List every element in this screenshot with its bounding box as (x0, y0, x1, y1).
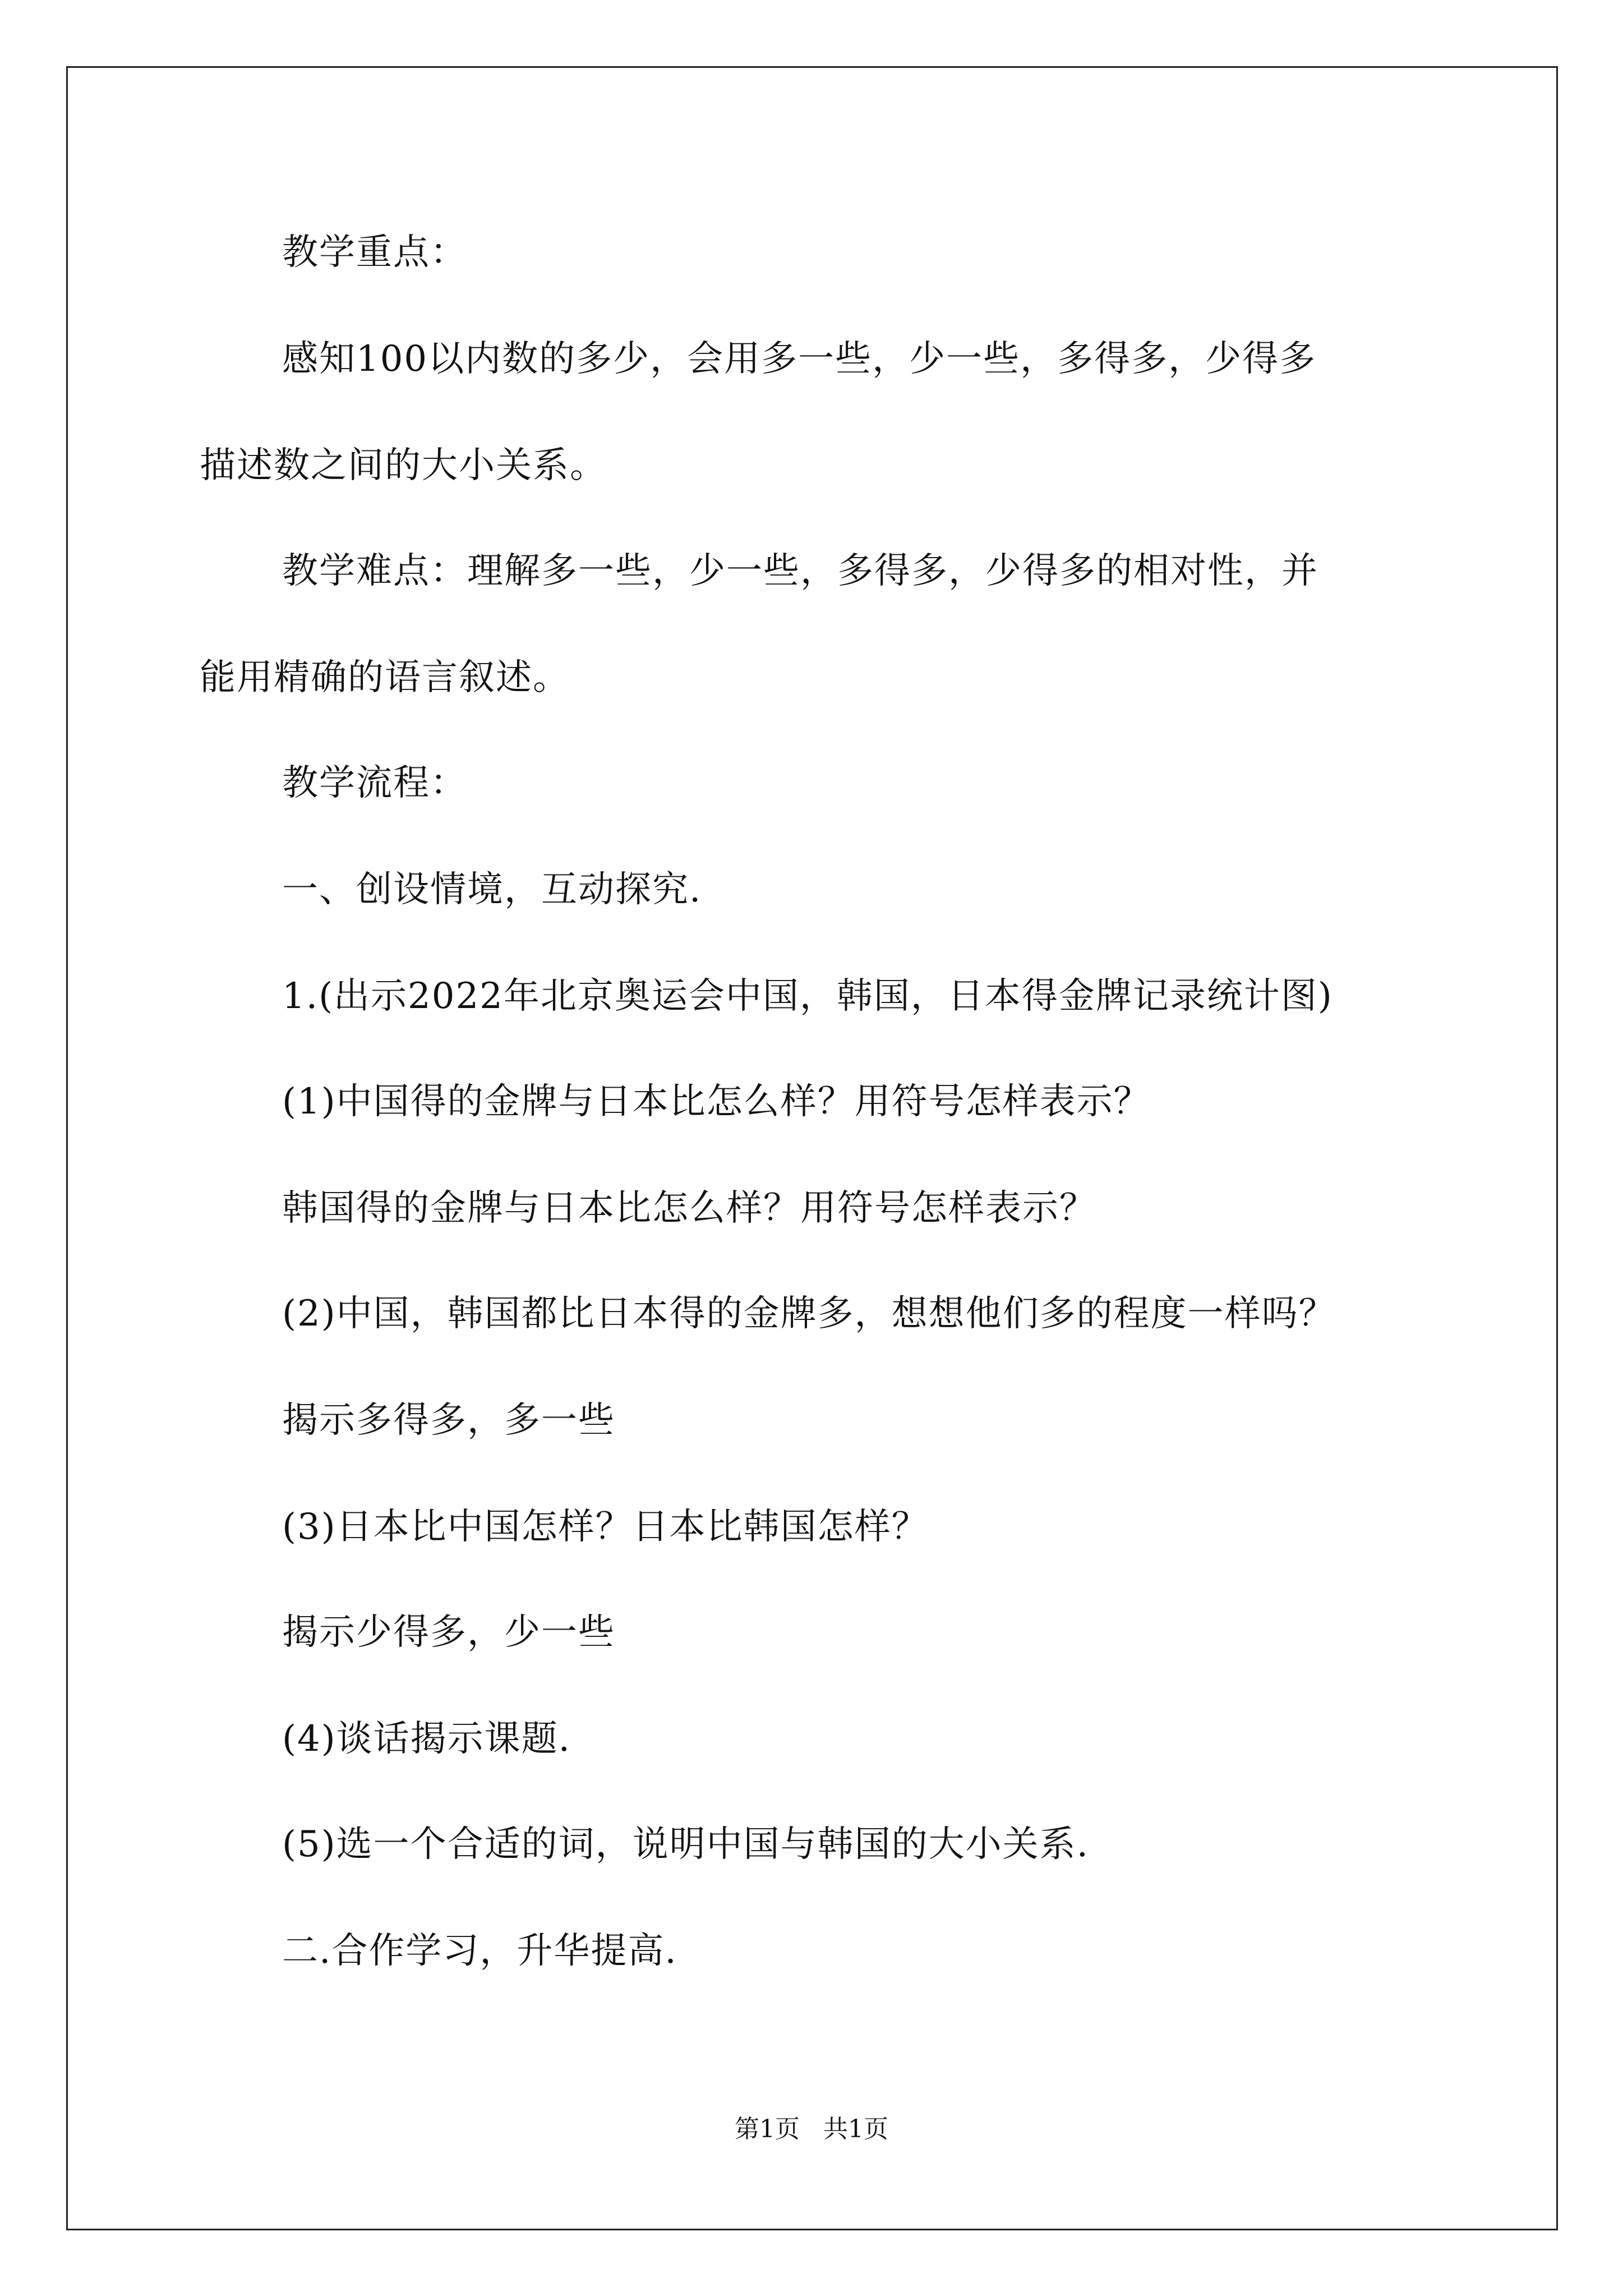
paragraph-line: 感知100以内数的多少，会用多一些，少一些，多得多，少得多 (282, 338, 1317, 380)
paragraph-line: 能用精确的语言叙述。 (200, 657, 570, 698)
section-heading: 二.合作学习，升华提高. (282, 1930, 677, 1972)
paragraph-line: 揭示多得多，多一些 (282, 1400, 615, 1441)
page-border (66, 66, 1558, 2230)
heading-teaching-process: 教学流程： (282, 762, 467, 804)
heading-teaching-focus: 教学重点： (282, 232, 467, 273)
paragraph-line: (2)中国，韩国都比日本得的金牌多，想想他们多的程度一样吗？ (282, 1293, 1336, 1335)
paragraph-line: (5)选一个合适的词，说明中国与韩国的大小关系. (282, 1824, 1089, 1865)
paragraph-line: 描述数之间的大小关系。 (200, 445, 607, 486)
paragraph-line: 揭示少得多，少一些 (282, 1612, 615, 1653)
page-footer: 第1页 共1页 (735, 2115, 888, 2143)
paragraph-line: (3)日本比中国怎样？日本比韩国怎样？ (282, 1506, 929, 1548)
paragraph-line: 1.(出示2022年北京奥运会中国，韩国，日本得金牌记录统计图) (282, 976, 1333, 1017)
paragraph-line: (4)谈话揭示课题. (282, 1718, 571, 1760)
paragraph-line: 韩国得的金牌与日本比怎么样？用符号怎样表示？ (282, 1188, 1096, 1229)
paragraph-line: (1)中国得的金牌与日本比怎么样？用符号怎样表示？ (282, 1081, 1151, 1122)
section-heading: 一、创设情境，互动探究. (282, 869, 702, 910)
paragraph-line: 教学难点：理解多一些，少一些，多得多，少得多的相对性，并 (282, 550, 1318, 592)
